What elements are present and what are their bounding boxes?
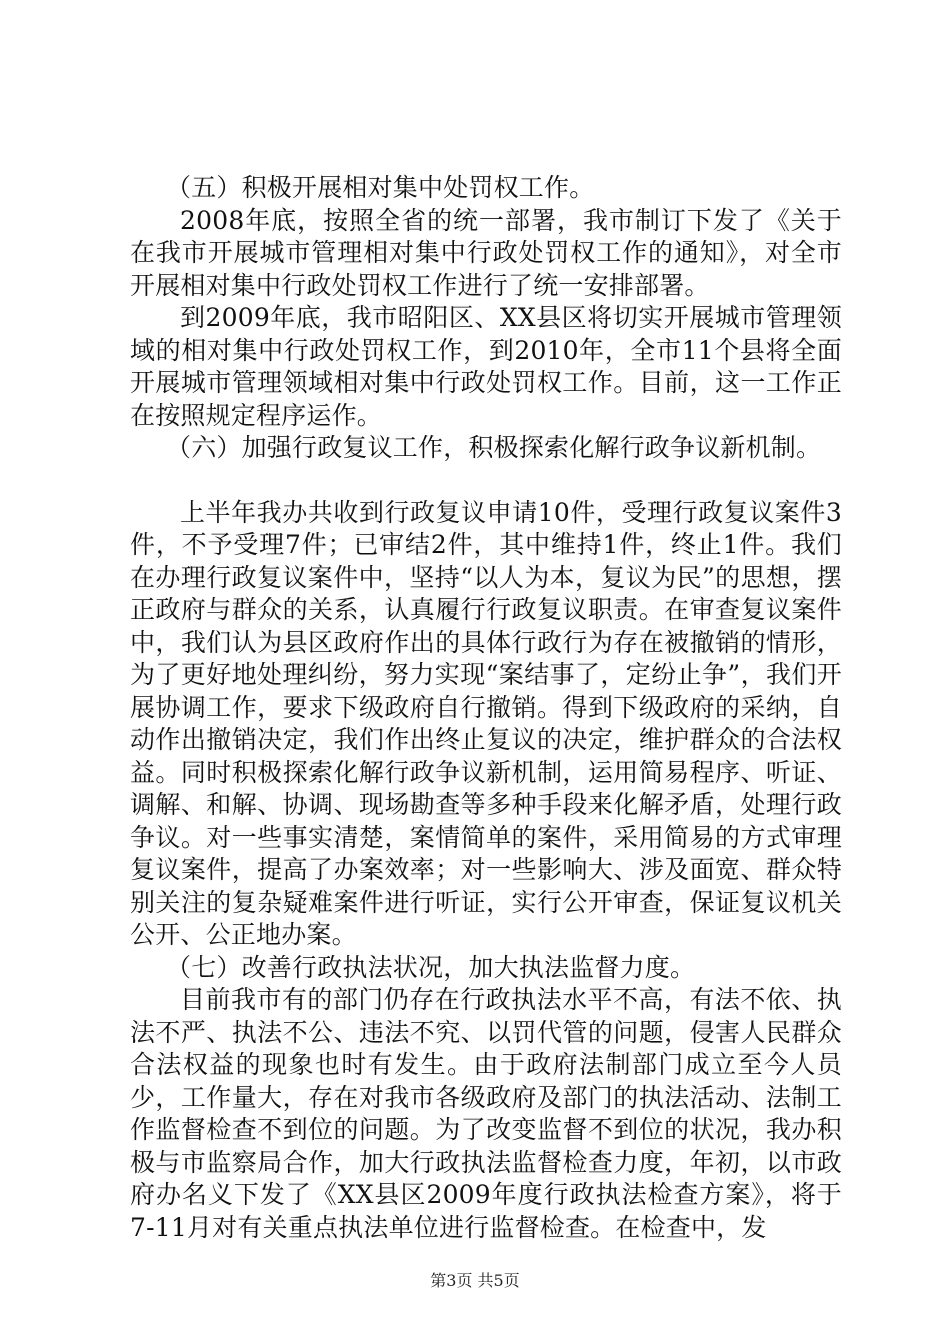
page-footer: 第3页 共5页 <box>430 1271 520 1290</box>
body-paragraph: 到2009年底，我市昭阳区、XX县区将切实开展城市管理领域的相对集中行政处罚权工作，到2010年，全市11个县将全面开展城市管理领域相对集中行政处罚权工作。目前，这一工作正在按照规定程序运作。 <box>130 303 842 430</box>
section-heading-7: （七）改善行政执法状况，加大执法监督力度。 <box>166 952 696 982</box>
section-heading-6: （六）加强行政复议工作，积极探索化解行政争议新机制。 <box>166 433 822 462</box>
body-paragraph: 目前我市有的部门仍存在行政执法水平不高，有法不依、执法不严、执法不公、违法不究、以罚代管的问题，侵害人民群众合法权益的现象也时有发生。由于政府法制部门成立至今人员少，工作量大，存在对我市各级政府及部门的执法活动、法制工作监督检查不到位的问题。为了改变监督不到位的状况，我办积极与市监察局合作，加大行政执法监督检查力度，年初，以市政府办名义下发了《XX县区2009年度行政执法检查方案》，将于7-11月对有关重点执法单位进行监督检查。在检查中，发 <box>130 985 842 1242</box>
document-body <box>130 172 842 1244</box>
section-heading-5: （五）积极开展相对集中处罚权工作。 <box>166 173 595 202</box>
body-paragraph: 2008年底，按照全省的统一部署，我市制订下发了《关于在我市开展城市管理相对集中行政处罚权工作的通知》，对全市开展相对集中行政处罚权工作进行了统一安排部署。 <box>130 205 842 300</box>
body-paragraph: 上半年我办共收到行政复议申请10件，受理行政复议案件3件，不予受理7件；已审结2件，其中维持1件，终止1件。我们在办理行政复议案件中，坚持“以人为本，复议为民”的思想，摆正政府与群众的关系，认真履行行政复议职责。在审查复议案件中，我们认为县区政府作出的具体行政行为存在被撤销的情形，为了更好地处理纠纷，努力实现“案结事了，定纷止争”，我们开展协调工作，要求下级政府自行撤销。得到下级政府的采纳，自动作出撤销决定，我们作出终止复议的决定，维护群众的合法权益。同时积极探索化解行政争议新机制，运用简易程序、听证、调解、和解、协调、现场勘查等多种手段来化解矛盾，处理行政争议。对一些事实清楚，案情简单的案件，采用简易的方式审理复议案件，提高了办案效率；对一些影响大、涉及面宽、群众特别关注的复杂疑难案件进行听证，实行公开审查，保证复议机关公开、公正地办案。 <box>130 497 842 949</box>
